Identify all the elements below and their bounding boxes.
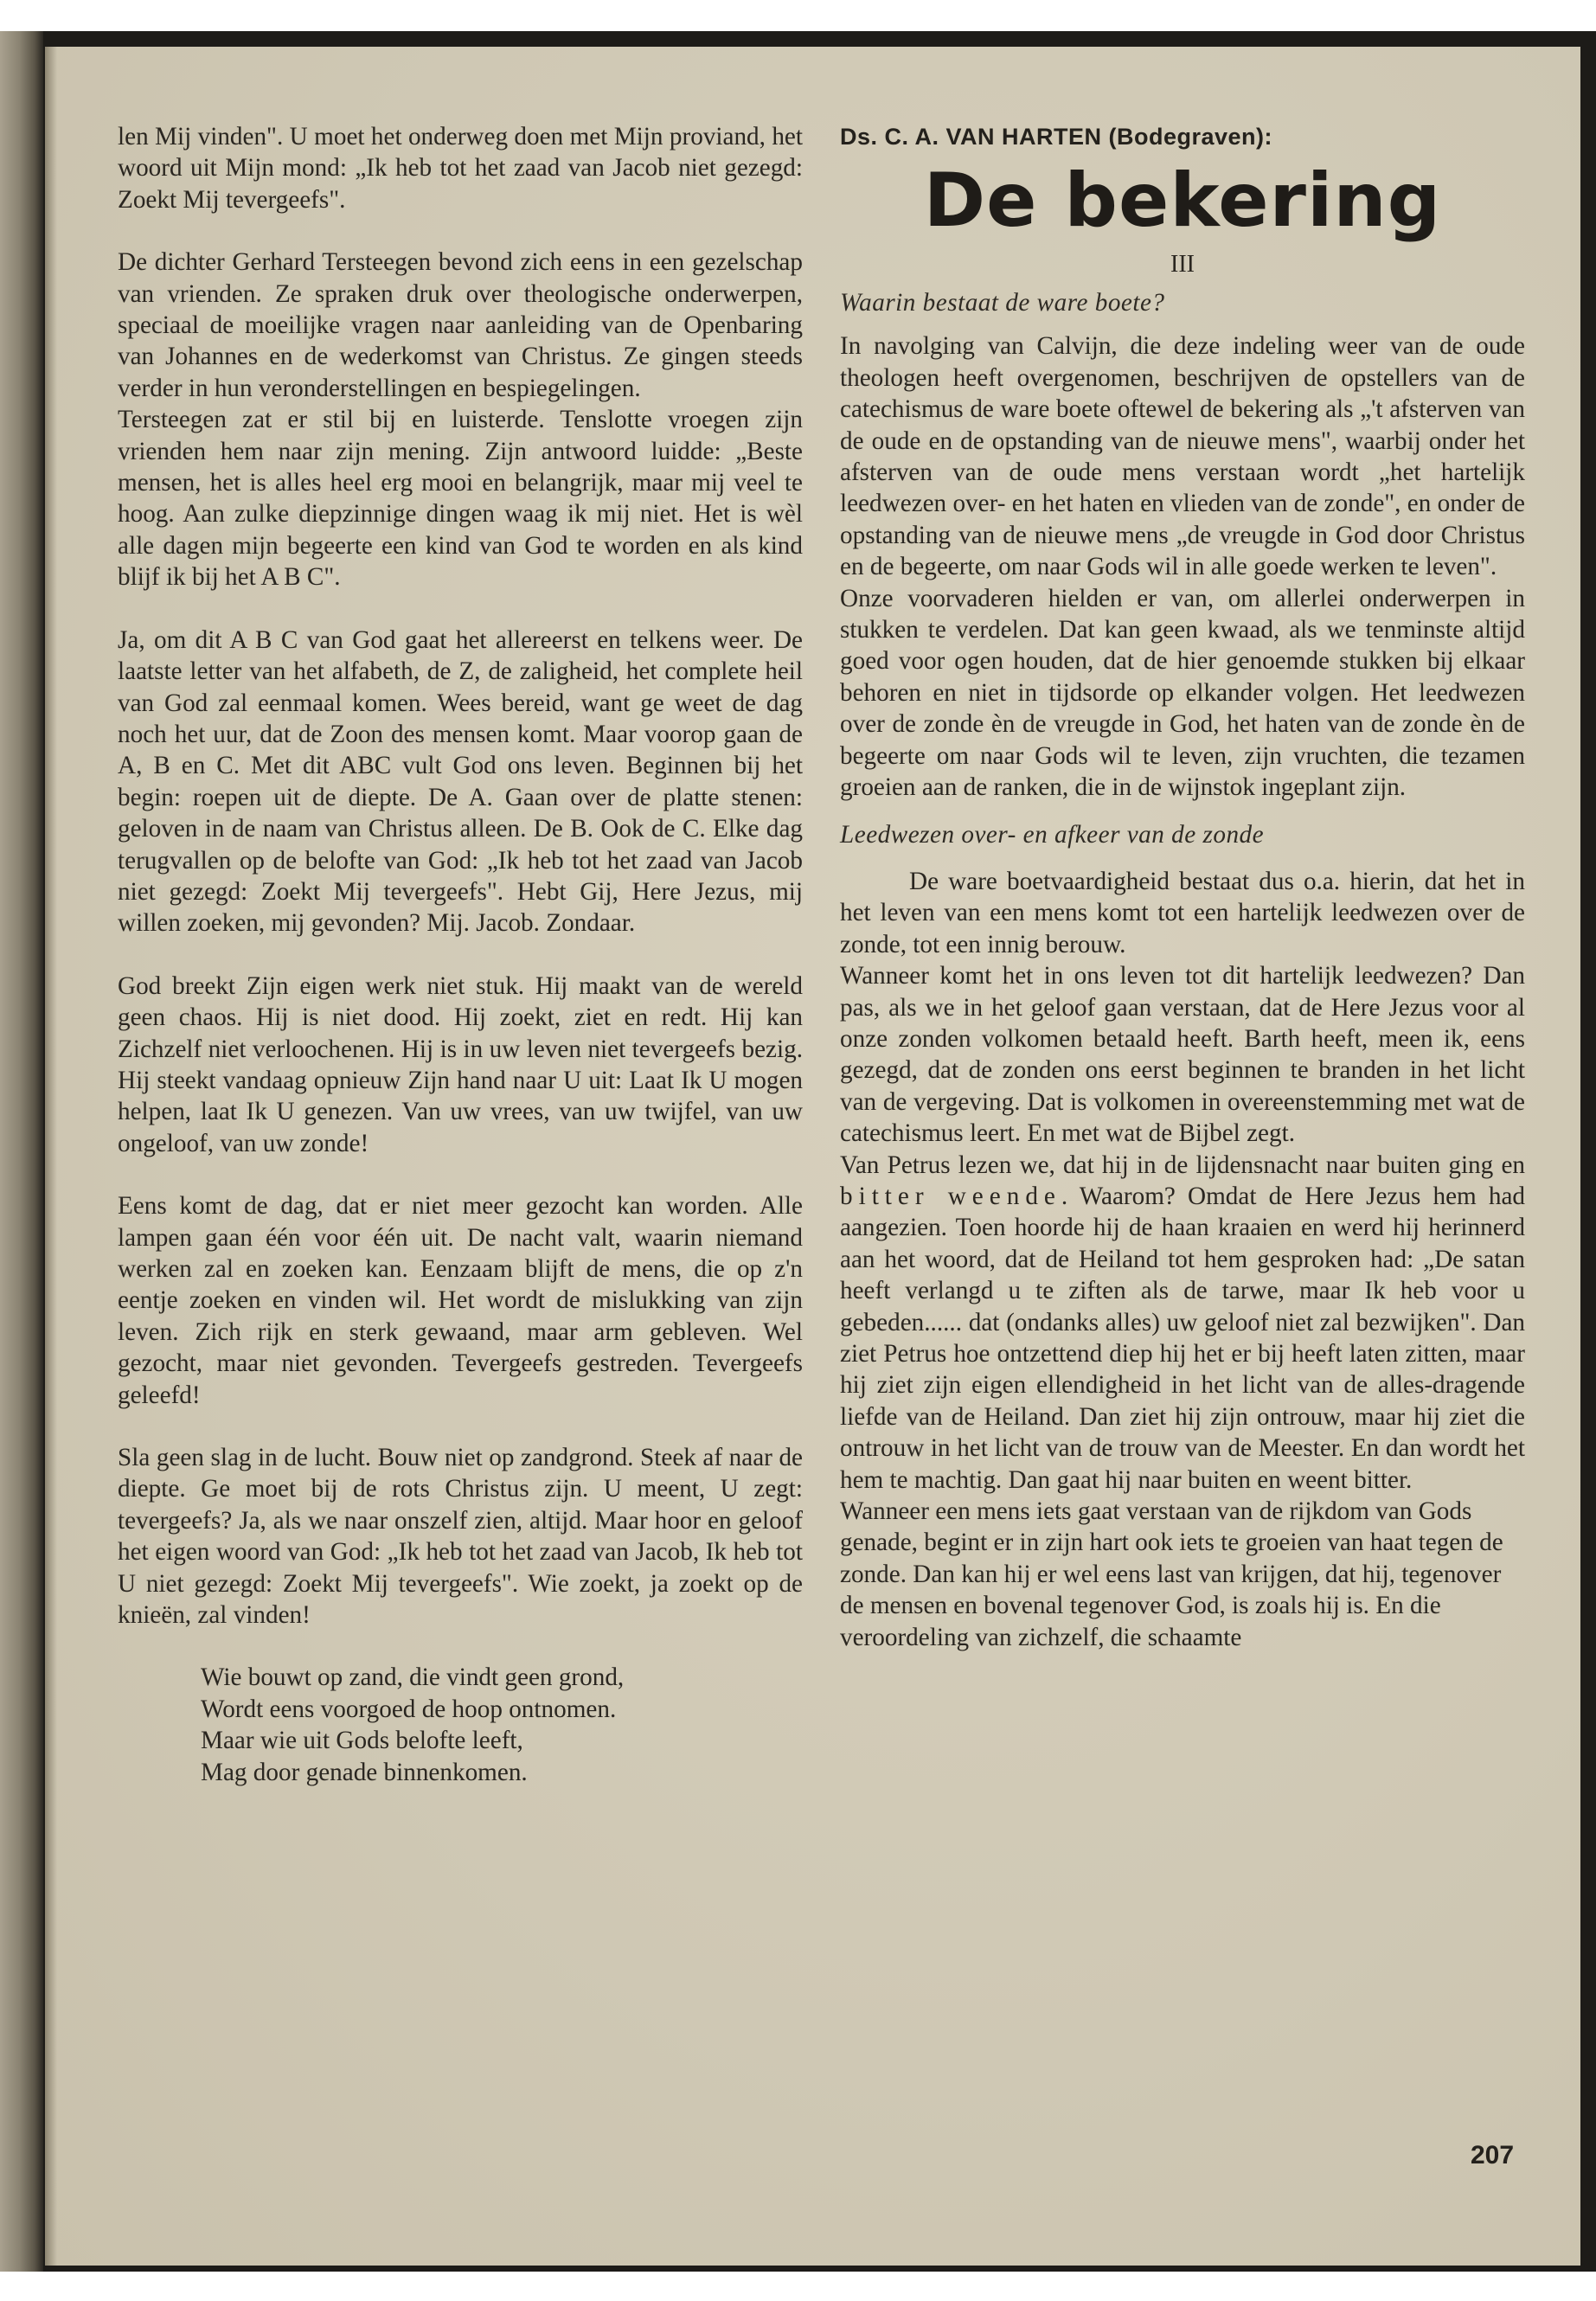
left-column [118,121,803,1788]
paragraph: Onze voorvaderen hielden er van, om allerlei onderwerpen in stukken te verdelen. Dat kan geen kwaad, als we tenminste altijd goed voor ogen houden, dat de hier genoemde stukken bij elkaar behoren en niet in tijdsorde op elkander volgen. Het leedwezen over de zonde èn de vreugde in God, het haten van de zonde èn de begeerte om naar Gods wil te leven, zijn vruchten, die tezamen groeien aan de ranken, die in de wijnstok ingeplant zijn. [840,584,1525,802]
paragraph: De dichter Gerhard Tersteegen bevond zich eens in een gezelschap van vrienden. Ze spraken druk over theologische onderwerpen, speciaal de moeilijke vragen naar aanleiding van de Openbaring van Johannes en de wederkomst van Christus. Ze gingen steeds verder in hun veronderstellingen en bespiegelingen. [118,248,803,402]
poem-line: Maar wie uit Gods belofte leeft, [201,1727,523,1755]
book-spine [0,31,43,2272]
article-title: De bekering [923,157,1442,244]
poem [201,1662,803,1788]
paragraph: Wanneer een mens iets gaat verstaan van de rijkdom van Gods genade, begint er in zijn hart ook iets te groeien van haat tegen de zonde. Dan kan hij er wel eens last van krijgen, dat hij, tegenover de mensen en bovenal tegenover God, is zoals hij is. En die veroordeling van zichzelf, die schaamte [840,1497,1503,1651]
part-numeral: III [1170,251,1195,278]
author-byline: Ds. C. A. VAN HARTEN (Bodegraven): [840,124,1273,150]
paragraph: In navolging van Calvijn, die deze indeling weer van de oude theologen heeft overgenomen, beschrijven de opstellers van de catechismus de ware boete oftewel de bekering als „'t afsterven van de oude en de opstanding van de nieuwe mens", waarbij onder het afsterven van de oude mens verstaan wordt „het hartelijk leedwezen over- en het haten en vlieden van de zonde", en onder de opstanding van de nieuwe mens „de vreugde in God door Christus en de begeerte, om naar Gods wil in alle goede werken te leven". [840,332,1525,581]
paragraph: De ware boetvaardigheid bestaat dus o.a. hierin, dat het in het leven van een mens komt tot een hartelijk leedwezen over de zonde, tot een innig berouw. [840,867,1525,958]
paragraph: Wanneer komt het in ons leven tot dit hartelijk leedwezen? Dan pas, als we in het geloof gaan verstaan, dat de Here Jezus voor al onze zonden volkomen betaald heeft. Barth heeft, meen ik, eens gezegd, dat de zonden ons eerst beginnen te branden in het licht van de vergeving. Dat is volkomen in overeenstemming met wat de catechismus leert. En met wat de Bijbel zegt. [840,962,1525,1148]
text-run: . Waarom? Omdat de Here Jezus hem had aangezien. Toen hoorde hij de haan kraaien en werd hij herinnerd aan het woord, dat de Heiland tot hem gesproken had: „De satan heeft verlangd u te ziften als de tarwe, maar Ik heb voor u gebeden...... dat (ondanks alles) uw geloof niet zal bezwijken". Dan ziet Petrus hoe ontzettend diep hij het er bij heeft laten zitten, maar hij ziet zijn eigen ellendigheid in het licht van de alles-dragende liefde van de Heiland. Dan ziet hij zijn ontrouw, maar hij ziet die ontrouw in het licht van de trouw van de Meester. En dan wordt het hem te machtig. Dan gaat hij naar buiten en weent bitter. [840,1182,1526,1494]
subheading: Waarin bestaat de ware boete? [840,289,1165,317]
page-number: 207 [1471,2141,1515,2170]
subheading: Leedwezen over- en afkeer van de zonde [840,820,1265,849]
poem-line: Mag door genade binnenkomen. [201,1758,528,1786]
paragraph: Eens komt de dag, dat er niet meer gezocht kan worden. Alle lampen gaan één voor één uit. De nacht valt, waarin niemand werken zal en zoeken kan. Eenzaam blijft de mens, die op z'n eentje zoeken en vinden wil. Het wordt de mislukking van zijn leven. Zich rijk en sterk gewaand, maar arm gebleven. Wel gezocht, maar niet gevonden. Tevergeefs gestreden. Tevergeefs geleefd! [118,1192,803,1409]
right-column [840,121,1525,1653]
poem-line: Wordt eens voorgoed de hoop ontnomen. [201,1695,617,1723]
paragraph [840,1150,1525,1496]
page-edge-shadow [45,47,57,2266]
paragraph: Sla geen slag in de lucht. Bouw niet op zandgrond. Steek af naar de diepte. Ge moet bij de rots Christus zijn. U meent, U zegt: tevergeefs? Ja, als we naar onszelf zien, altijd. Maar hoor en geloof het eigen woord van God: „Ik heb tot het zaad van Jacob, Ik heb tot U niet gezegd: Zoekt Mij tevergeefs". Wie zoekt, ja zoekt op de knieën, zal vinden! [118,1444,803,1630]
text-run: Van Petrus lezen we, dat hij in de lijdensnacht naar buiten ging en [840,1150,1525,1179]
paragraph: Tersteegen zat er stil bij en luisterde. Tenslotte vroegen zijn vrienden hem naar zijn mening. Zijn antwoord luidde: „Beste mensen, het is alles heel erg mooi en belangrijk, maar mij veel te hoog. Aan zulke diepzinnige dingen waag ik mij niet. Het is wèl alle dagen mijn begeerte een kind van God te worden en als kind blijf ik bij het A B C". [118,406,803,592]
letterspaced-emphasis: bitter weende [840,1182,1061,1210]
paragraph: God breekt Zijn eigen werk niet stuk. Hij maakt van de wereld geen chaos. Hij is niet dood. Hij zoekt, ziet en redt. Hij kan Zichzelf niet verloochenen. Hij is in uw leven niet tevergeefs bezig. Hij steekt vandaag opnieuw Zijn hand naar U uit: Laat Ik U mogen helpen, laat Ik U genezen. Van uw vrees, van uw twijfel, van uw ongeloof, van uw zonde! [118,971,803,1157]
paragraph: Ja, om dit A B C van God gaat het allereerst en telkens weer. De laatste letter van het alfabeth, de Z, de zaligheid, het complete heil van God zal eenmaal komen. Wees bereid, want ge weet de dag noch het uur, dat de Zoon des mensen komt. Maar voorop gaan de A, B en C. Met dit ABC vult God ons leven. Beginnen bij het begin: roepen uit de diepte. De A. Gaan over de platte stenen: geloven in de naam van Christus alleen. De B. Ook de C. Elke dag terugvallen op de belofte van God: „Ik heb tot het zaad van Jacob niet gezegd: Zoekt Mij tevergeefs". Hebt Gij, Here Jezus, mij willen zoeken, mij gevonden? Mij. Jacob. Zondaar. [118,625,803,938]
poem-line: Wie bouwt op zand, die vindt geen grond, [201,1663,625,1692]
paragraph: len Mij vinden". U moet het onderweg doen met Mijn proviand, het woord uit Mijn mond: „Ik heb tot het zaad van Jacob niet gezegd: Zoekt Mij tevergeefs". [118,123,803,214]
